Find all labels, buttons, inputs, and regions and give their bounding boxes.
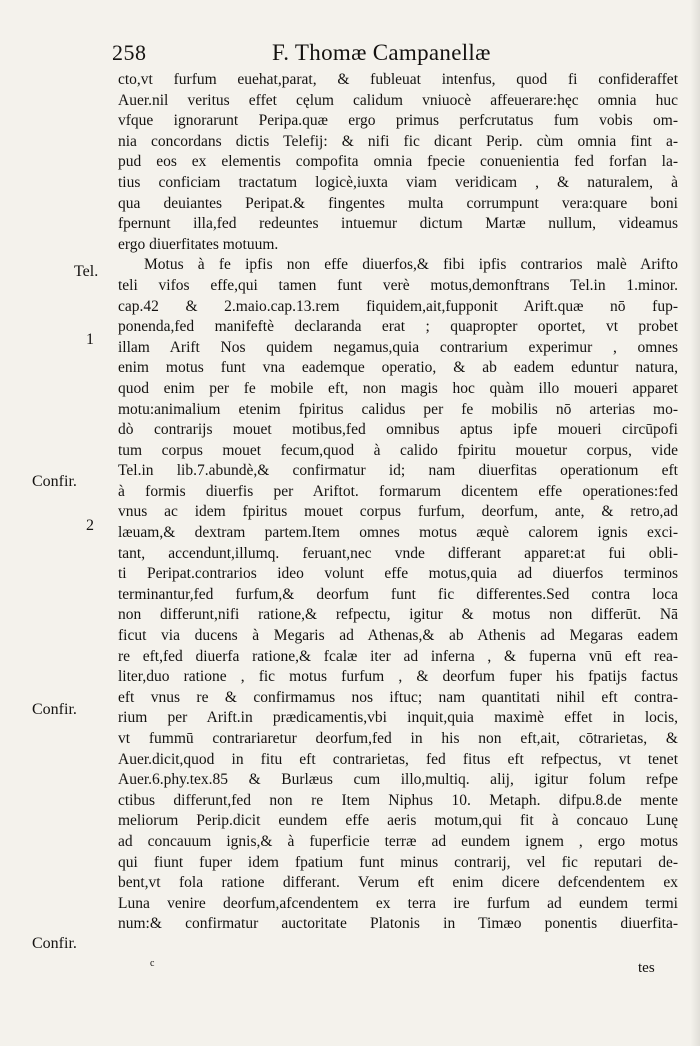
margin-note-number: 1	[86, 331, 94, 348]
text-line: nia concordans dictis Telefij: & nifi fic dicant Perip. cùm omnia fint a-	[118, 132, 678, 150]
margin-note-confir: Confir.	[32, 701, 77, 718]
text-line: ti Peripat.contrarios ideo volunt effe motus,quia ad diuerfos terminos	[118, 565, 678, 583]
text-line: dò contrarijs mouet motibus,fed omnibus aptus ipfe moueri circūpofi	[118, 421, 678, 439]
text-line: tius conficiam tractatum logicè,iuxta viam veridicam , & naturalem, à	[118, 173, 678, 191]
text-line: Auer.dicit,quod in fitu eft contrarietas, fed fitus eft refpectus, vt tenet	[118, 750, 678, 768]
margin-note-confir: Confir.	[32, 473, 77, 490]
text-line: à formis diuerfis per Ariftot. formarum dicentem effe operationes:fed	[118, 482, 678, 500]
text-line: ctibus differunt,fed non re Item Niphus 10. Metaph. difpu.8.de mente	[118, 791, 678, 809]
text-line: tum corpus mouet fecum,quod à calido fpiritu mouetur corpus, vide	[118, 441, 678, 459]
margin-note-tel: Tel.	[74, 263, 99, 280]
text-line: teli vifos effe,qui tamen funt verè motus,demonftrans Tel.in 1.minor.	[118, 276, 678, 294]
text-line: qua deuiantes Peripat.& fingentes multa corrumpunt vera:quare boni	[118, 194, 678, 212]
text-line: vt fummū contrariaretur deorfum,fed in his non eft,ait, cōtrarietas, &	[118, 730, 678, 747]
text-line: terminantur,fed furfum,& deorfum funt fic differentes.Sed contra loca	[118, 585, 678, 603]
text-line: ponenda,fed manifeftè declaranda erat ; quapropter oportet, vt probet	[118, 318, 678, 336]
running-head: F. Thomæ Campanellæ	[272, 40, 491, 65]
page-number: 258	[112, 40, 147, 65]
text-line: ergo diuerfitates motuum.	[118, 235, 279, 253]
text-line: illam Arift Nos quidem negamus,quia contrarium experimur , omnes	[118, 338, 678, 356]
text-line: liter,duo ratione , fic motus furfum , & deorfum fuper his fpatijs factus	[118, 668, 678, 686]
text-line: bent,vt fola ratione differant. Verum eft enim dicere defcendentem ex	[118, 874, 678, 892]
text-line: non differunt,nifi ratione,& refpectu, igitur & motus non differūt. Nā	[118, 606, 678, 624]
text-line: cap.42 & 2.maio.cap.13.rem fiquidem,ait,fupponit Arift.quæ nō fup-	[118, 297, 678, 315]
text-line: cto,vt furfum euehat,parat, & fubleuat intenfus, quod fi confideraffet	[118, 71, 678, 88]
text-line: vfque ignorarunt Peripa.quæ ergo primus perfcrutatus fum vobis om-	[118, 112, 678, 130]
text-line: Tel.in lib.7.abundè,& confirmatur id; nam diuerfitas operationum eft	[118, 462, 678, 480]
text-line: læuam,& dextram partem.Item omnes motus æquè calorem ignis exci-	[118, 524, 678, 542]
text-line: vnus ac idem fpiritus mouet corpus furfum, deorfum, ante, & retro,ad	[118, 503, 678, 521]
page-header	[112, 40, 672, 70]
text-line: ficut via ducens à Megaris ad Athenas,& ab Athenis ad Megaras eadem	[118, 627, 678, 645]
text-line: Auer.nil veritus effet cęlum calidum vniuocè affeuerare:hęc omnia huc	[118, 91, 678, 109]
text-line: quod enim per fe mobile eft, non magis hoc quàm illo moueri apparet	[118, 379, 678, 397]
text-line: pud eos ex elementis compofita omnia fpecie conuenientia fed forfan la-	[118, 153, 678, 171]
text-line: Motus à fe ipfis non effe diuerfos,& fibi ipfis contrarios malè Arifto	[144, 256, 678, 274]
text-line: qui fiunt fuper idem fpatium funt minus contrarij, vel fic reputari de-	[118, 853, 678, 871]
body-text	[118, 70, 678, 956]
margin-note-confir: Confir.	[32, 935, 77, 952]
text-line: enim motus funt vna eademque operatio, & ab eadem eduntur natura,	[118, 359, 678, 377]
text-line: Luna venire deorfum,afcendentem ex terra ire furfum ad eundem termi	[118, 894, 678, 912]
text-line: rium per Arift.in prædicamentis,vbi inquit,quia maximè effet in locis,	[118, 709, 678, 727]
text-line: meliorum Perip.dicit eundem effe aeris motum,qui fit à concauo Lunę	[118, 812, 678, 830]
page-edge-shadow	[690, 0, 700, 1046]
text-line: tant, accendunt,illumq. feruant,nec vnde differant apparet:at fui obli-	[118, 544, 678, 562]
text-line: motu:animalium etenim fpiritus calidus per fe mobilis nō arterias mo-	[118, 400, 678, 418]
text-line: fpernunt illa,fed redeuntes intuemur dictum Martæ nullum, videamus	[118, 215, 678, 233]
text-line: Auer.6.phy.tex.85 & Burlæus cum illo,multiq. alij, igitur folum refpe	[118, 771, 678, 789]
text-line: eft vnus re & confirmamus nos iftuc; nam quantitati nihil eft contra-	[118, 688, 678, 706]
text-line	[118, 935, 678, 956]
margin-note-number: 2	[86, 517, 94, 534]
catchword: tes	[638, 960, 655, 976]
signature-mark: c	[150, 958, 155, 969]
text-line: num:& confirmatur auctoritate Platonis in Timæo ponentis diuerfita-	[118, 915, 678, 933]
text-line: re eft,fed diuerfa ratione,& fcalæ iter ad inferna , & fuperna vnū eft rea-	[118, 647, 678, 665]
text-line: ad concauum ignis,& à fuperficie terræ ad eundem ignem , ergo motus	[118, 832, 678, 850]
